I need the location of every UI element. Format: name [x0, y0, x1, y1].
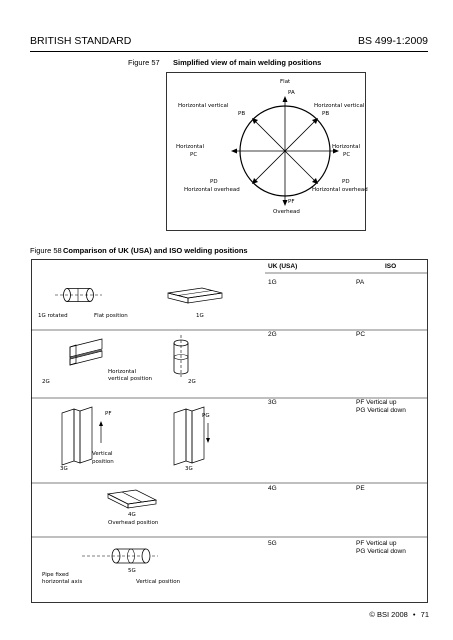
row-2-captions [30, 367, 260, 387]
label-horizontal-left: Horizontal [176, 144, 205, 150]
caption-3g-left: 3G [60, 466, 68, 472]
label-pb-left: PB [238, 111, 246, 117]
label-pf: PF [288, 199, 295, 205]
caption-pf: PF [105, 411, 112, 417]
arrow-pc-left [231, 149, 237, 154]
caption-position: position [92, 459, 114, 465]
arrow-down-icon [206, 438, 210, 443]
label-horizontal-overhead-right: Horizontal overhead [312, 187, 368, 193]
caption-vertical-position: vertical position [108, 376, 153, 382]
caption-1g-rotated: 1G rotated [38, 313, 68, 319]
label-overhead: Overhead [273, 209, 300, 215]
row-3-iso-up: PF Vertical up [356, 399, 397, 406]
caption-4g: 4G [128, 512, 136, 518]
row-3-captions [30, 447, 260, 481]
label-pc-left: PC [190, 152, 198, 158]
label-pb-right: PB [322, 111, 330, 117]
row-1-captions [30, 310, 260, 324]
row-2-uk: 2G [268, 331, 277, 338]
caption-pipe-fixed: Pipe fixed [42, 572, 69, 578]
label-flat: Flat [280, 79, 291, 85]
row-5-uk: 5G [268, 540, 277, 547]
caption-vertical: Vertical [92, 451, 113, 457]
arrow-up-icon [99, 421, 103, 426]
label-pd-right: PD [342, 179, 350, 185]
caption-overhead-position: Overhead position [108, 520, 159, 526]
document-header-left: BRITISH STANDARD [30, 35, 132, 47]
row-2-iso: PC [356, 331, 366, 338]
column-header-iso: ISO [385, 263, 397, 270]
row-5-captions [30, 564, 260, 590]
caption-vertical-position-5g: Vertical position [136, 579, 181, 585]
caption-horizontal-axis: horizontal axis [42, 579, 83, 585]
page-footer [369, 610, 429, 619]
page-number: 71 [420, 610, 429, 619]
column-header-uk: UK (USA) [268, 263, 298, 270]
label-pa: PA [288, 90, 295, 96]
label-horizontal-overhead-left: Horizontal overhead [184, 187, 240, 193]
arrow-pf [283, 200, 288, 206]
figure-57-label: Figure 57 [128, 58, 160, 67]
arrow-pa [283, 96, 288, 102]
row-4-captions [30, 509, 260, 529]
row-4-illustration [106, 488, 166, 510]
caption-2g-right: 2G [188, 379, 196, 385]
caption-horizontal: Horizontal [108, 369, 137, 375]
figure-58-label: Figure 58 [30, 246, 62, 255]
header-rule [30, 51, 428, 52]
label-horizontal-right: Horizontal [332, 144, 361, 150]
row-5-iso-down: PG Vertical down [356, 548, 406, 555]
row-3-uk: 3G [268, 399, 277, 406]
row-1-iso: PA [356, 279, 365, 286]
caption-5g: 5G [128, 568, 136, 574]
row-1-illustration [60, 285, 220, 310]
caption-pg: PG [202, 413, 210, 419]
figure-57-title: Simplified view of main welding positions [173, 58, 322, 67]
label-pc-right: PC [343, 152, 351, 158]
caption-3g-right: 3G [185, 466, 193, 472]
label-horizontal-vertical-left: Horizontal vertical [178, 103, 229, 109]
figure-58-title: Comparison of UK (USA) and ISO welding positions [63, 246, 248, 255]
copyright-text: © BSI 2008 [369, 610, 408, 619]
row-4-uk: 4G [268, 485, 277, 492]
welding-positions-diagram [166, 72, 366, 232]
row-4-iso: PE [356, 485, 365, 492]
caption-1g: 1G [196, 313, 204, 319]
row-3-iso-down: PG Vertical down [356, 407, 406, 414]
caption-flat-position: Flat position [94, 313, 128, 319]
label-horizontal-vertical-right: Horizontal vertical [314, 103, 365, 109]
row-1-uk: 1G [268, 279, 277, 286]
label-pd-left: PD [210, 179, 218, 185]
row-5-iso-up: PF Vertical up [356, 540, 397, 547]
footer-bullet: • [412, 610, 416, 619]
caption-2g-left: 2G [42, 379, 50, 385]
document-header-right: BS 499-1:2009 [357, 35, 428, 47]
